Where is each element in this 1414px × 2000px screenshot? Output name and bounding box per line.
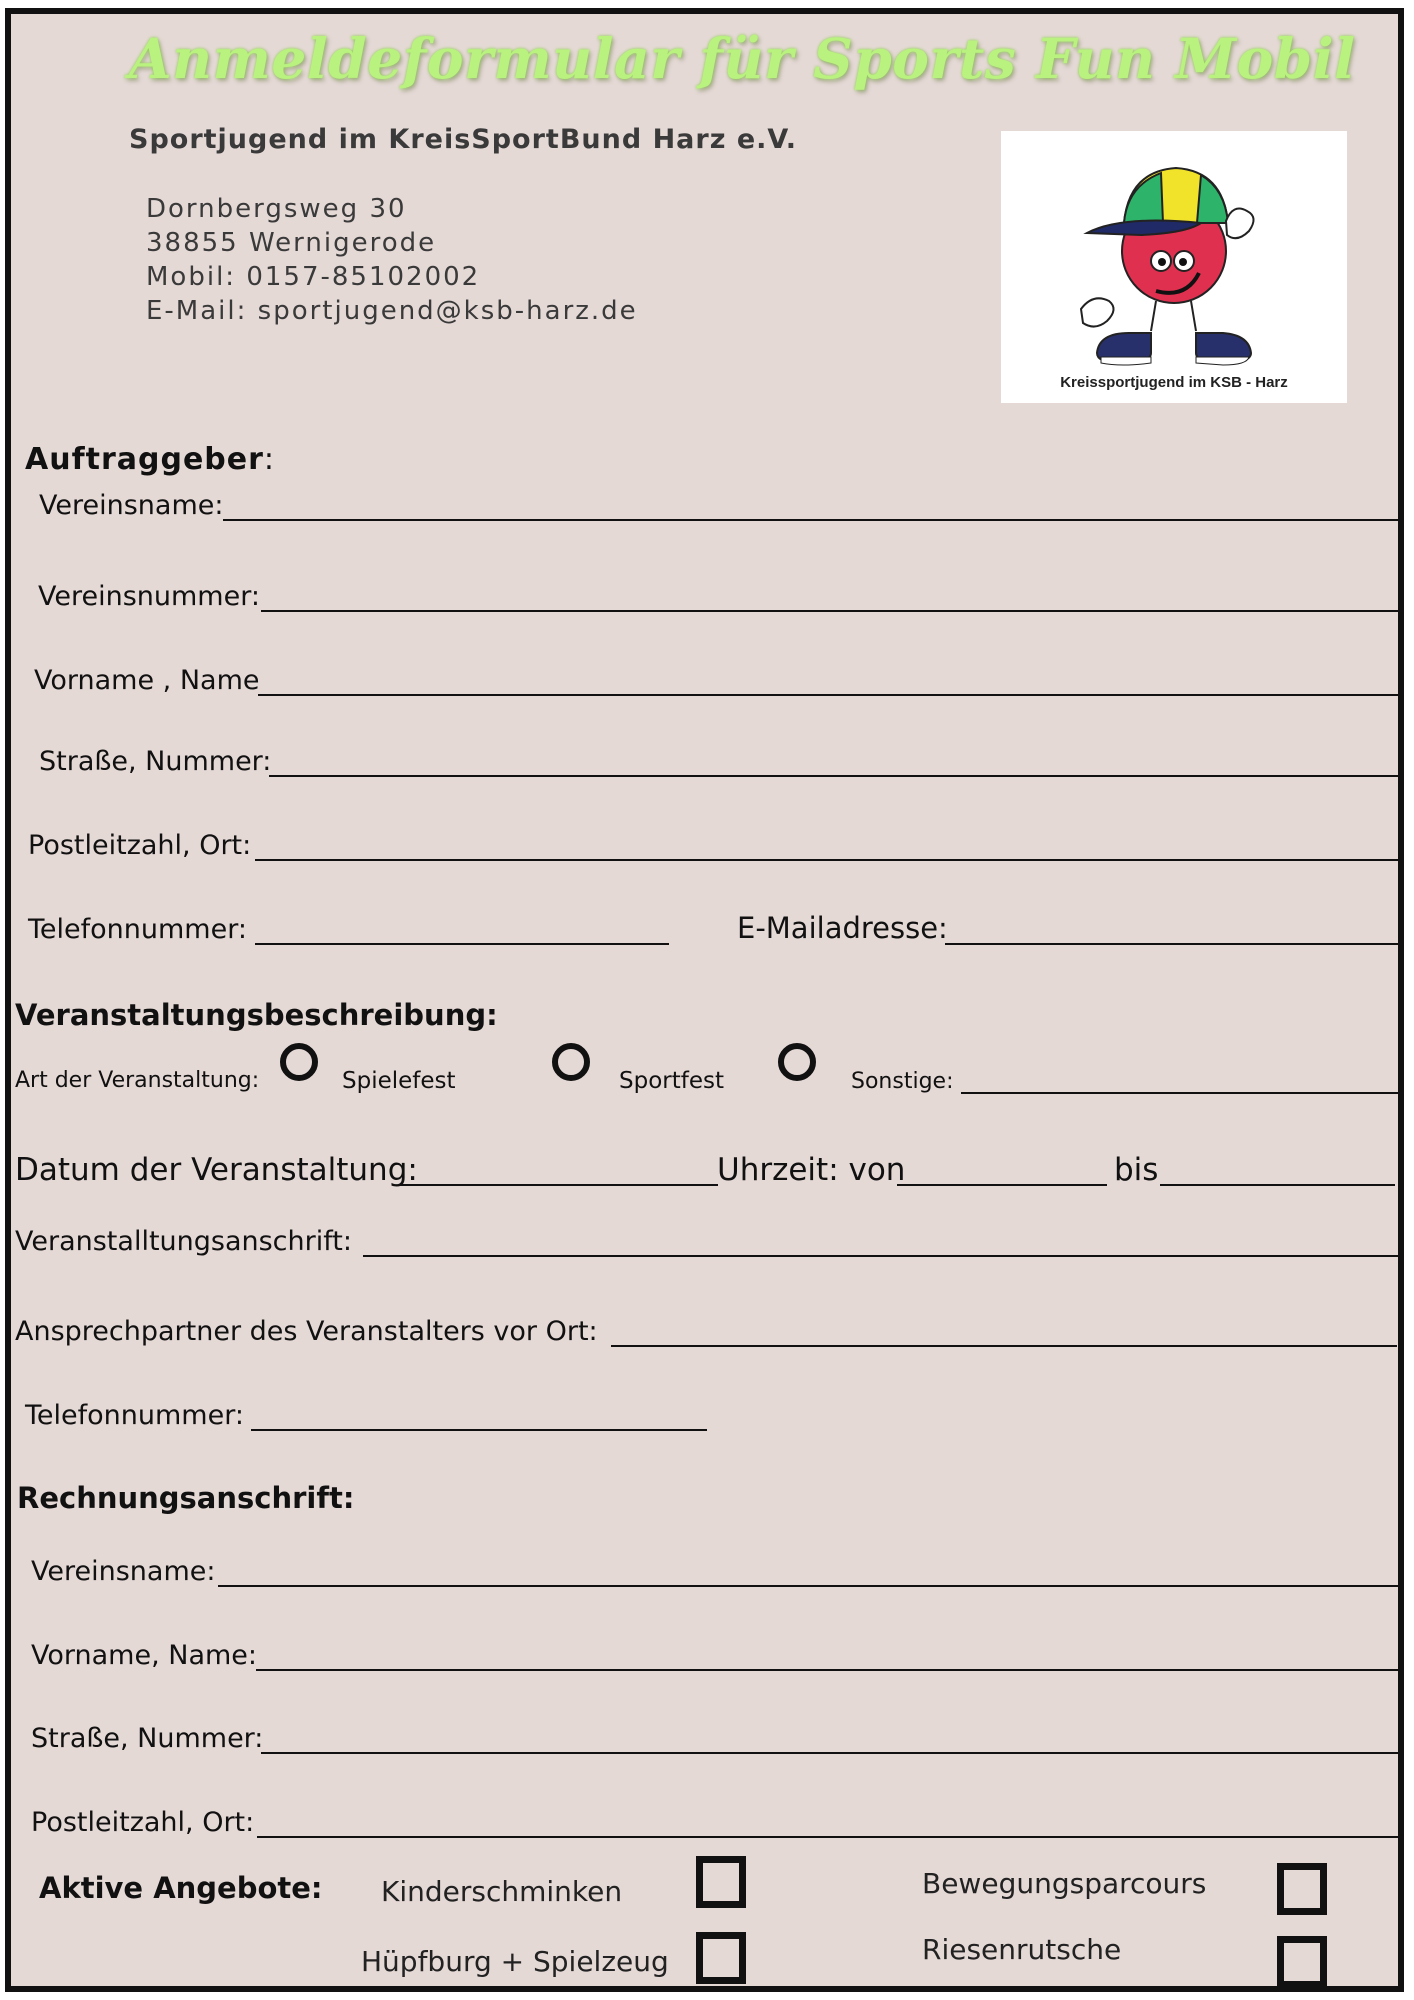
logo xyxy=(1001,131,1347,403)
rechnung-plz-ort-label: Postleitzahl, Ort: xyxy=(31,1807,255,1838)
checkbox-huepfburg[interactable] xyxy=(696,1932,746,1984)
angebot-kinderschminken-label: Kinderschminken xyxy=(381,1875,623,1908)
plz-ort-field[interactable] xyxy=(255,859,1398,861)
section-rechnung-heading: Rechnungsanschrift: xyxy=(17,1481,355,1515)
vorname-name-field[interactable] xyxy=(258,694,1398,696)
rechnung-strasse-label: Straße, Nummer: xyxy=(31,1723,264,1754)
angebot-riesenrutsche-label: Riesenrutsche xyxy=(922,1933,1122,1966)
address-city: 38855 Wernigerode xyxy=(146,228,437,258)
strasse-label: Straße, Nummer: xyxy=(39,746,272,777)
email-field[interactable] xyxy=(945,943,1398,945)
uhrzeit-bis-label: bis xyxy=(1114,1152,1159,1188)
telefon-field[interactable] xyxy=(255,943,669,945)
address-mobile: Mobil: 0157-85102002 xyxy=(146,262,481,292)
option-sonstige-label: Sonstige: xyxy=(851,1069,954,1094)
uhrzeit-bis-field[interactable] xyxy=(1160,1184,1395,1186)
datum-label: Datum der Veranstaltung: xyxy=(15,1152,418,1188)
section-angebote-heading: Aktive Angebote: xyxy=(39,1871,323,1905)
radio-sonstige[interactable] xyxy=(778,1043,816,1081)
vorname-name-label: Vorname , Name xyxy=(34,665,260,696)
address-email: E-Mail: sportjugend@ksb-harz.de xyxy=(146,296,638,326)
rechnung-vorname-name-label: Vorname, Name: xyxy=(31,1640,258,1671)
telefon-label: Telefonnummer: xyxy=(28,914,247,945)
checkbox-kinderschminken[interactable] xyxy=(696,1856,746,1908)
section-auftraggeber-heading: Auftraggeber: xyxy=(25,442,276,477)
vereinsnummer-field[interactable] xyxy=(261,610,1398,612)
anschrift-field[interactable] xyxy=(363,1255,1398,1257)
option-sportfest-label: Sportfest xyxy=(619,1068,724,1094)
plz-ort-label: Postleitzahl, Ort: xyxy=(28,830,252,861)
address-street: Dornbergsweg 30 xyxy=(146,194,407,224)
rechnung-vorname-name-field[interactable] xyxy=(256,1669,1398,1671)
ansprechpartner-field[interactable] xyxy=(611,1345,1397,1347)
rechnung-vereinsname-label: Vereinsname: xyxy=(31,1556,216,1587)
vereinsname-label: Vereinsname: xyxy=(39,490,224,521)
vereinsnummer-label: Vereinsnummer: xyxy=(38,581,260,612)
checkbox-riesenrutsche[interactable] xyxy=(1277,1936,1327,1988)
datum-field[interactable] xyxy=(398,1184,718,1186)
anschrift-label: Veranstalltungsanschrift: xyxy=(15,1226,352,1257)
rechnung-strasse-field[interactable] xyxy=(261,1752,1398,1754)
rechnung-plz-ort-field[interactable] xyxy=(257,1836,1398,1838)
uhrzeit-von-field[interactable] xyxy=(897,1184,1107,1186)
vereinsname-field[interactable] xyxy=(223,519,1398,521)
angebot-huepfburg-label: Hüpfburg + Spielzeug xyxy=(361,1945,669,1978)
sonstige-field[interactable] xyxy=(961,1092,1399,1094)
veranstaltung-telefon-field[interactable] xyxy=(251,1429,707,1431)
email-label: E-Mailadresse: xyxy=(737,911,948,945)
radio-spielefest[interactable] xyxy=(280,1043,318,1081)
checkbox-bewegungsparcours[interactable] xyxy=(1277,1863,1327,1915)
option-spielefest-label: Spielefest xyxy=(342,1068,456,1094)
strasse-field[interactable] xyxy=(269,775,1398,777)
rechnung-vereinsname-field[interactable] xyxy=(218,1585,1398,1587)
ansprechpartner-label: Ansprechpartner des Veranstalters vor Ort: xyxy=(15,1316,598,1347)
radio-sportfest[interactable] xyxy=(552,1043,590,1081)
uhrzeit-von-label: Uhrzeit: von xyxy=(717,1152,906,1188)
organization-name: Sportjugend im KreisSportBund Harz e.V. xyxy=(129,124,798,155)
logo-caption: Kreissportjugend im KSB - Harz xyxy=(1060,374,1288,391)
angebot-bewegungsparcours-label: Bewegungsparcours xyxy=(922,1867,1207,1900)
form-title: Anmeldeformular für Sports Fun Mobil xyxy=(129,26,1356,91)
form-sheet xyxy=(5,8,1404,1992)
mascot-icon xyxy=(1001,131,1347,403)
veranstaltung-telefon-label: Telefonnummer: xyxy=(25,1400,244,1431)
section-veranstaltung-heading: Veranstaltungsbeschreibung: xyxy=(15,998,498,1032)
art-label: Art der Veranstaltung: xyxy=(15,1068,260,1093)
